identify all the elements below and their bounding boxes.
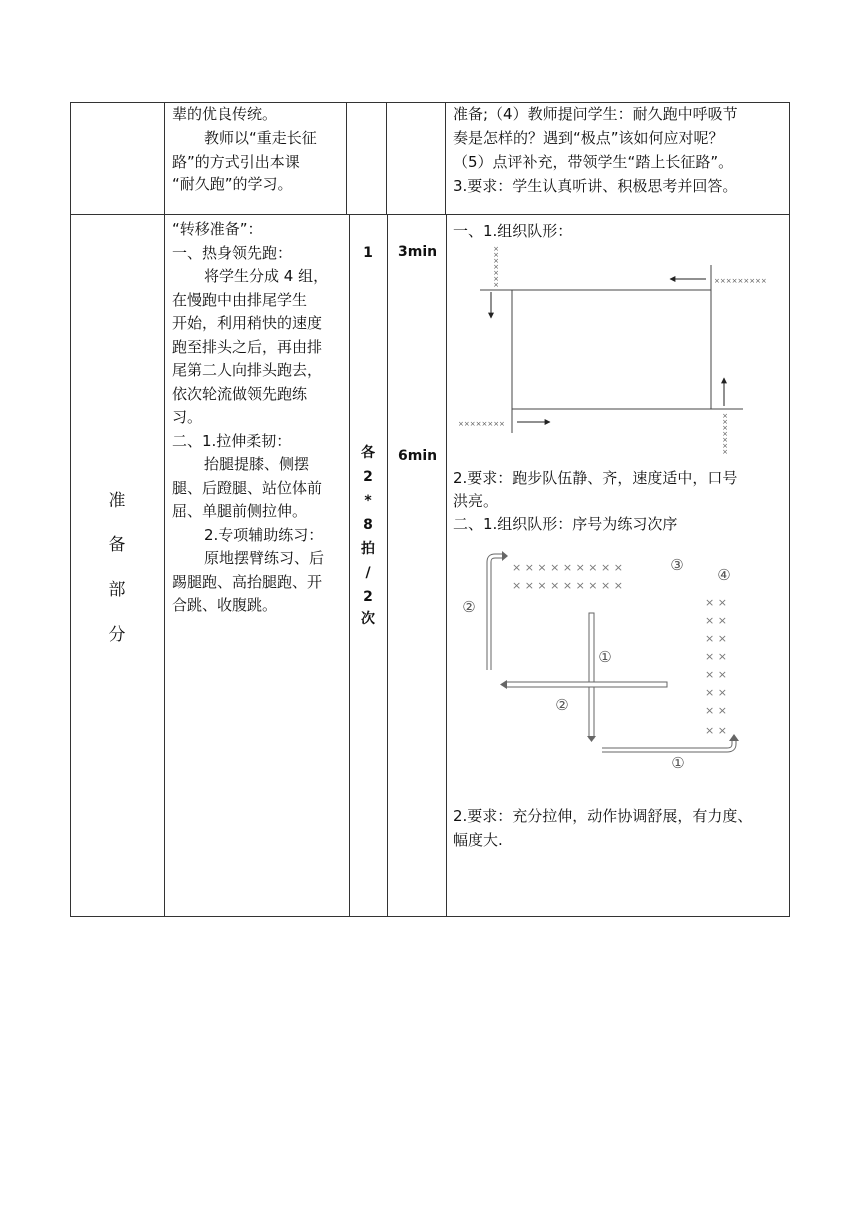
time-value: 3min [398,244,438,260]
svg-text:× ×: × × [705,724,727,737]
count-char: 8 [363,517,373,533]
content-line: 在慢跑中由排尾学生 [172,291,308,309]
content-line: 依次轮流做领先跑练 [172,385,308,403]
section-label-char: 分 [108,625,126,645]
content-line: 腿、后蹬腿、站位体前 [172,479,323,497]
section-label-char: 准 [108,491,126,511]
svg-text:×: × [722,418,728,426]
table-col-line [349,214,350,917]
count-char: / [365,565,371,581]
table-col-line [387,214,388,917]
svg-text:× ×: × × [705,686,727,699]
table-col-line [70,102,71,214]
svg-text:× ×: × × [705,668,727,681]
table-row-divider [70,214,790,215]
org-title-2: 二、1.组织队形：序号为练习次序 [453,515,678,533]
svg-text:×: × [722,430,728,438]
content-line: 跑至排头之后，再由排 [172,338,323,356]
svg-text:×: × [722,412,728,420]
svg-text:×: × [493,275,499,283]
svg-text:×: × [493,245,499,253]
table-col-line [386,102,387,214]
svg-text:× ×: × × [705,632,727,645]
requirement-2-line: 2.要求：充分拉伸，动作协调舒展，有力度、 [453,807,753,825]
svg-text:×: × [722,436,728,444]
content-line: 习。 [172,408,203,426]
table-col-line [346,102,347,214]
content-line: 合跳、收腹跳。 [172,596,278,614]
count-char: 拍 [361,541,375,557]
count-value: 1 [363,245,373,261]
svg-text:× × × × × × × × ×: × × × × × × × × × [512,579,623,592]
table-col-line [164,102,165,214]
text-line: 奏是怎样的？遇到“极点”该如何应对呢？ [453,129,724,147]
label-four: ④ [717,566,731,584]
content-line: “转移准备”： [172,220,263,238]
svg-text:×: × [493,281,499,289]
text-line: （5）点评补充，带领学生“踏上长征路”。 [453,153,734,171]
content-line: 尾第二人向排头跑去， [172,361,323,379]
label-one-bottom: ① [671,754,685,772]
label-two-left: ② [462,598,476,616]
time-value: 6min [398,448,438,464]
svg-text:× × × × × × × × ×: × × × × × × × × × [512,561,623,574]
text-line: 路”的方式引出本课 [172,153,300,171]
label-three: ③ [670,556,684,574]
text-line: 教师以“重走长征 [204,129,317,147]
text-line: 准备;（4）教师提问学生：耐久跑中呼吸节 [453,105,738,123]
svg-text:× ×: × × [705,614,727,627]
text-line: “耐久跑”的学习。 [172,175,293,193]
section-label-char: 部 [108,580,126,600]
svg-text:××××××××: ×××××××× [458,420,505,428]
requirement-1-line: 洪亮。 [453,492,499,510]
count-char: 次 [361,611,375,627]
content-line: 踢腿跑、高抬腿跑、开 [172,573,323,591]
count-char: * [364,493,372,509]
table-col-line [446,214,447,917]
label-one-center: ① [598,648,612,666]
content-line: 屈、单腿前侧拉伸。 [172,502,308,520]
section-label-char: 备 [108,535,126,555]
table-top-border [70,102,790,103]
svg-text:×: × [493,257,499,265]
content-line: 将学生分成 4 组， [204,267,329,285]
requirement-1-line: 2.要求：跑步队伍静、齐，速度适中，口号 [453,469,738,487]
content-line: 2.专项辅助练习： [204,526,324,544]
content-line: 开始，利用稍快的速度 [172,314,323,332]
svg-text:×: × [493,251,499,259]
content-line: 原地摆臂练习、后 [204,549,325,567]
svg-text:× ×: × × [705,650,727,663]
text-line: 3.要求：学生认真听讲、积极思考并回答。 [453,177,738,195]
svg-text:× ×: × × [705,704,727,717]
count-char: 各 [361,445,375,461]
content-line: 抬腿提膝、侧摆 [204,455,310,473]
formation-diagram-2 [452,548,772,778]
svg-text:×××××××××: ××××××××× [714,277,767,285]
table-col-line [70,214,71,917]
text-line: 辈的优良传统。 [172,105,278,123]
formation-diagram-1 [450,240,767,460]
table-col-line [445,102,446,214]
requirement-2-line: 幅度大. [453,831,503,849]
table-col-line [789,214,790,917]
svg-text:×: × [493,263,499,271]
count-char: 2 [363,589,373,605]
svg-text:×: × [722,448,728,456]
svg-text:×: × [722,424,728,432]
table-bottom-border [70,916,790,917]
org-title-1: 一、1.组织队形： [453,222,573,240]
svg-text:× ×: × × [705,596,727,609]
svg-text:×: × [493,269,499,277]
table-col-line [789,102,790,214]
svg-text:×: × [722,442,728,450]
count-char: 2 [363,469,373,485]
content-line: 二、1.拉伸柔韧： [172,432,292,450]
table-col-line [164,214,165,917]
content-line: 一、热身领先跑： [172,244,293,262]
label-two-center: ② [555,696,569,714]
